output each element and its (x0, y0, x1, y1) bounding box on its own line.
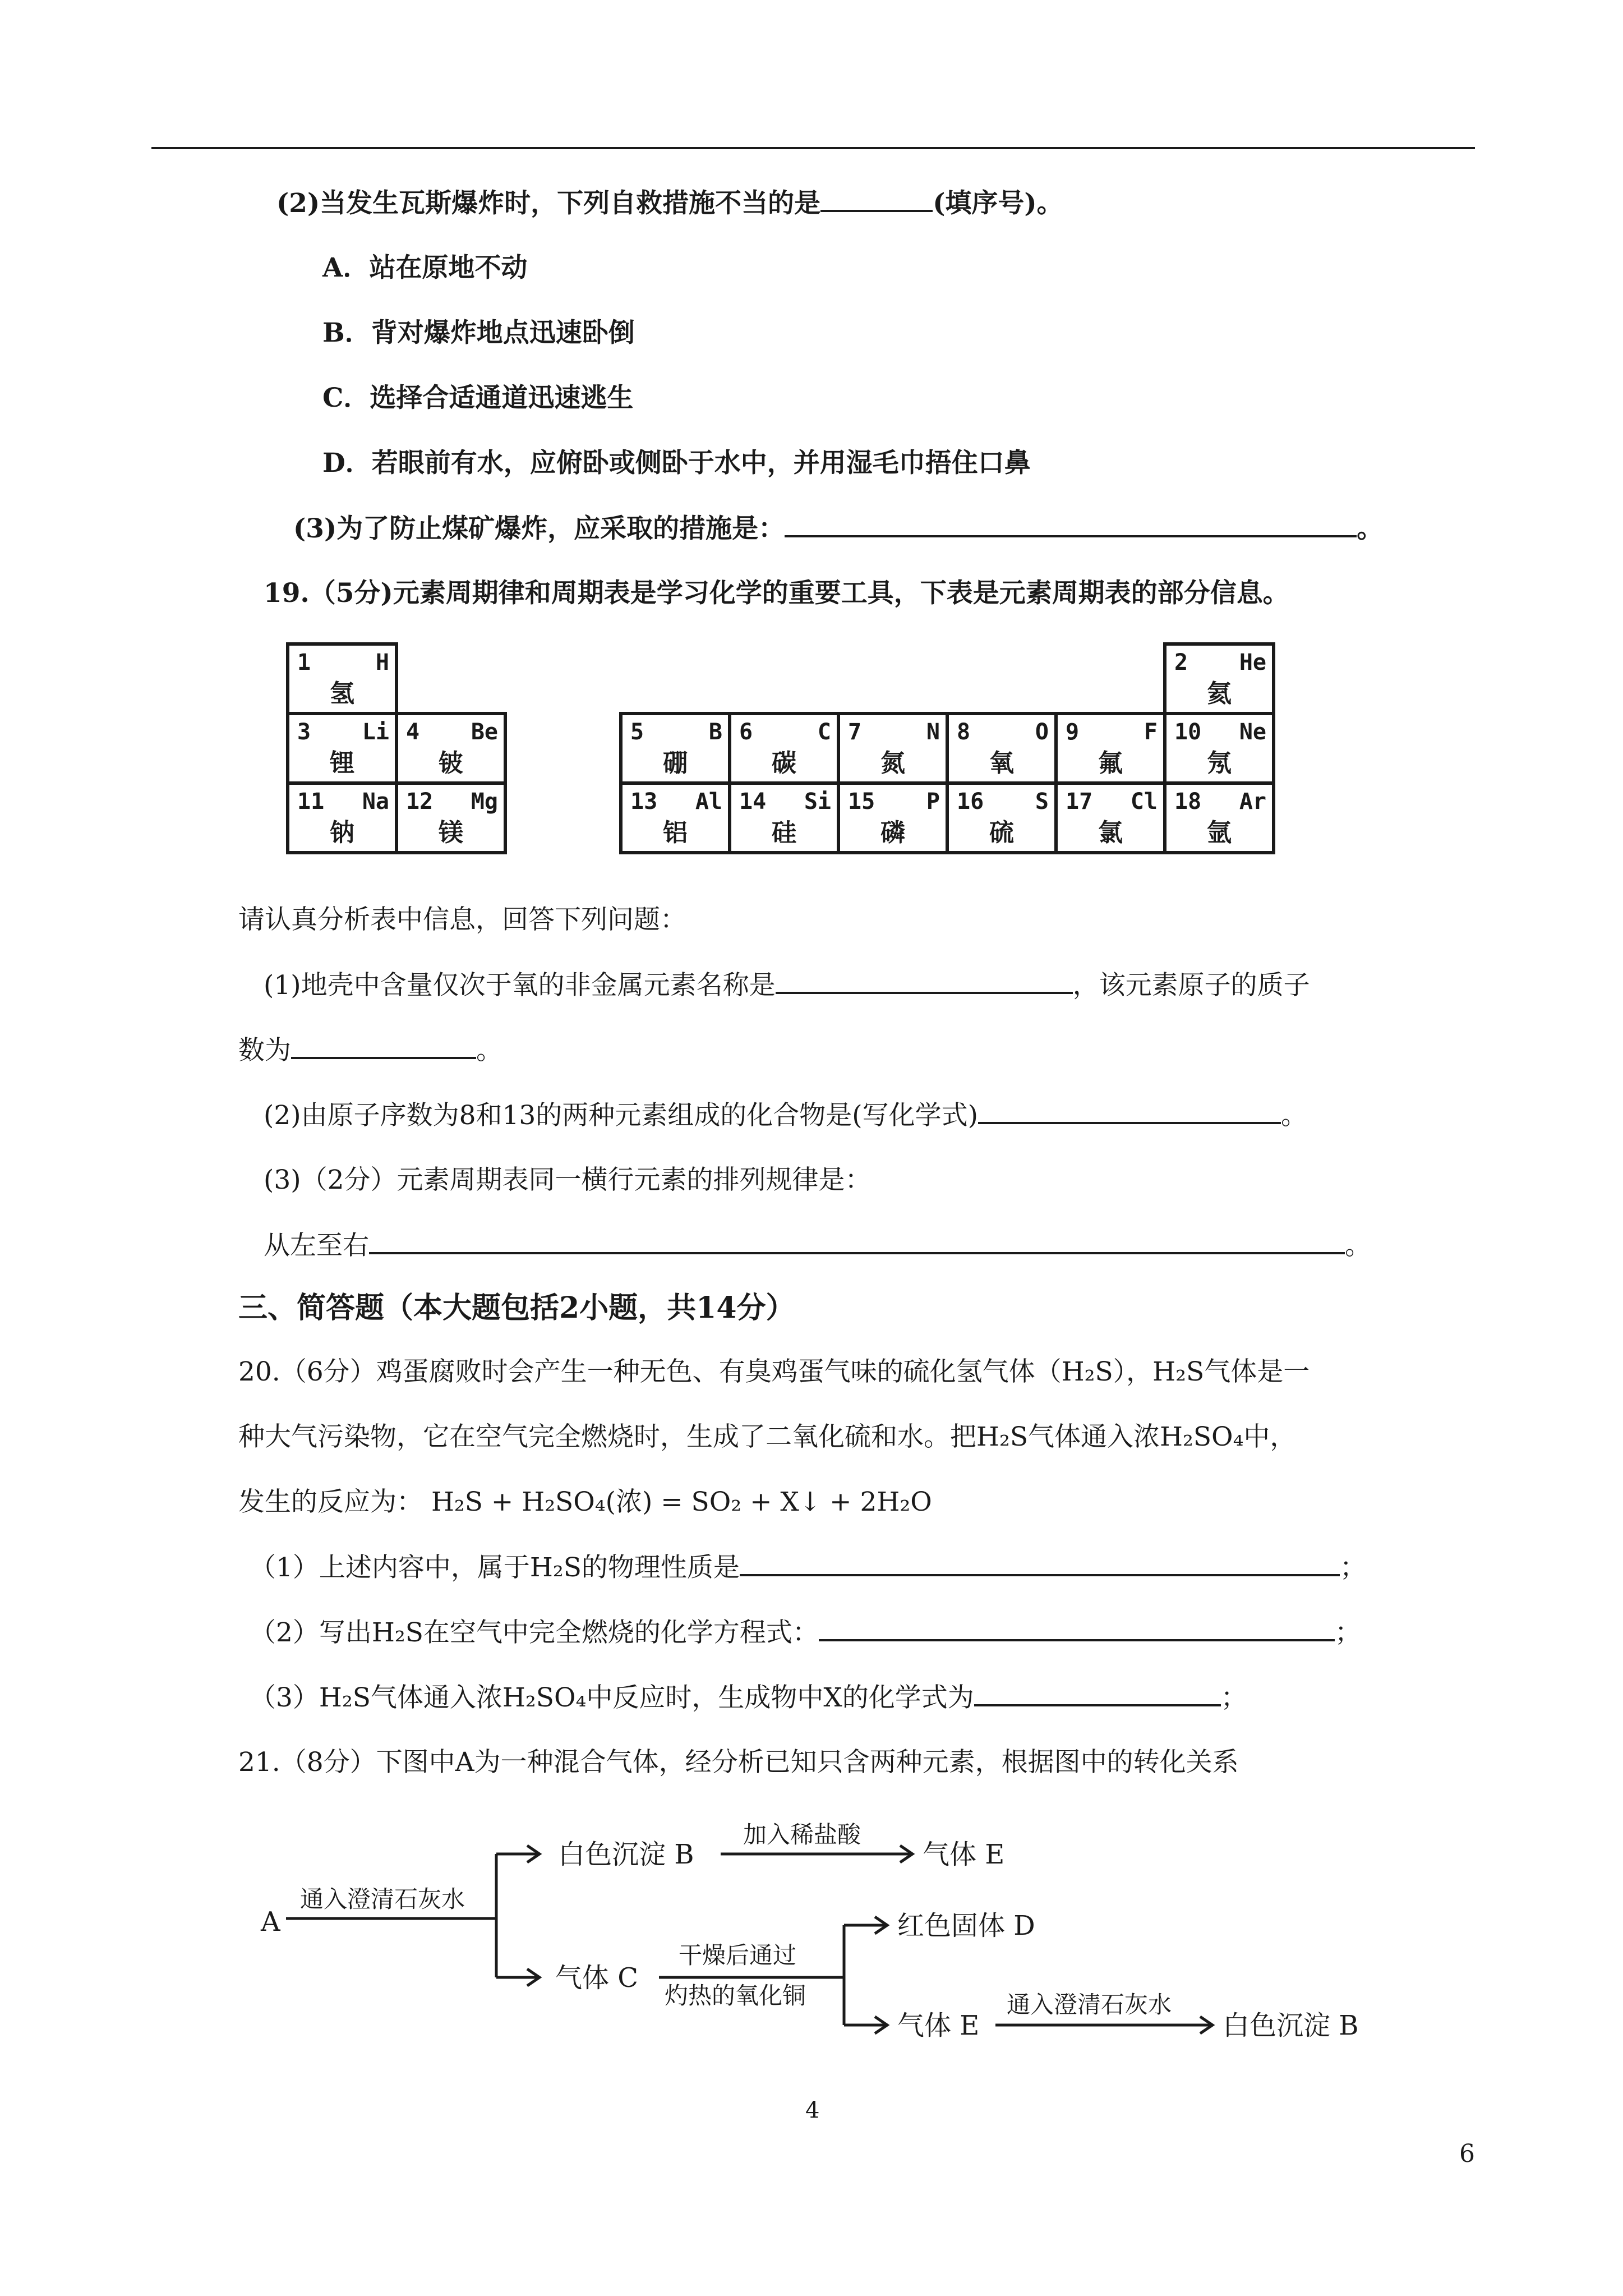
q19-intro: 请认真分析表中信息，回答下列问题： (238, 904, 686, 935)
q20-line3: 发生的反应为： H₂S + H₂SO₄(浓) = SO₂ + X↓ + 2H₂O (238, 1487, 932, 1517)
q18-option-b: B．背对爆炸地点迅速卧倒 (322, 318, 635, 348)
element-cell: 4 Be 铍 (396, 714, 505, 783)
element-cell: 6 C 碳 (730, 714, 838, 783)
q18-option-a: A．站在原地不动 (322, 252, 528, 283)
element-cell: 1 H 氢 (288, 644, 396, 714)
q20-part3: （3）H₂S气体通入浓H₂SO₄中反应时，生成物中X的化学式为 ； (250, 1680, 1247, 1716)
element-cell: 10 Ne 氖 (1165, 714, 1274, 783)
q20-line1: 20.（6分）鸡蛋腐败时会产生一种无色、有臭鸡蛋气味的硫化氢气体（H₂S），H₂S气体是一 (238, 1356, 1310, 1387)
element-cell: 5 B 硼 (621, 714, 730, 783)
element-cell: 18 Ar 氩 (1165, 783, 1274, 853)
diagram-node-e: 气体 E (897, 2010, 980, 2041)
q18-option-c: C．选择合适通道迅速逃生 (322, 383, 634, 413)
q20-part2: （2）写出H₂S在空气中完全燃烧的化学方程式： ； (250, 1614, 1361, 1651)
diagram-arrow-label: 加入稀盐酸 (743, 1821, 861, 1848)
diagram-node-d: 红色固体 D (897, 1910, 1035, 1941)
diagram-arrow-label: 通入澄清石灰水 (1007, 1991, 1172, 2018)
q18-part3: (3)为了防止煤矿爆炸，应采取的措施是： 。 (293, 510, 1383, 547)
q19-stem: 19.（5分)元素周期律和周期表是学习化学的重要工具，下表是元素周期表的部分信息。 (264, 578, 1289, 609)
element-cell: 2 He 氦 (1165, 644, 1274, 714)
page-number: 4 (805, 2097, 820, 2123)
element-cell: 16 S 硫 (947, 783, 1056, 853)
element-cell: 13 Al 铝 (621, 783, 730, 853)
q19-part1: (1)地壳中含量仅次于氧的非金属元素名称是 ，该元素原子的质子 (264, 967, 1310, 1004)
q19-part3: (3)（2分）元素周期表同一横行元素的排列规律是： (264, 1165, 872, 1195)
q19-part3-cont: 从左至右 。 (264, 1227, 1371, 1264)
diagram-node-c: 气体 C (555, 1962, 638, 1994)
diagram-arrow-label: 灼热的氧化铜 (665, 1982, 806, 2009)
periodic-table (286, 642, 1275, 854)
diagram-node-e: 气体 E (923, 1839, 1005, 1870)
element-cell: 15 P 磷 (838, 783, 947, 853)
element-cell: 17 Cl 氯 (1056, 783, 1165, 853)
section-title: 三、简答题（本大题包括2小题，共14分） (238, 1291, 795, 1325)
element-cell: 9 F 氟 (1056, 714, 1165, 783)
diagram-node-a: A (261, 1906, 280, 1938)
diagram-arrow-label: 通入澄清石灰水 (300, 1885, 465, 1913)
q20-line2: 种大气污染物，它在空气完全燃烧时，生成了二氧化硫和水。把H₂S气体通入浓H₂SO₄中， (238, 1421, 1297, 1452)
corner-number: 6 (1459, 2139, 1475, 2168)
element-cell: 8 O 氧 (947, 714, 1056, 783)
element-cell: 7 N 氮 (838, 714, 947, 783)
element-cell: 12 Mg 镁 (396, 783, 505, 853)
header-rule (151, 147, 1475, 149)
q18-option-d: D．若眼前有水，应俯卧或侧卧于水中，并用湿毛巾捂住口鼻 (322, 448, 1031, 478)
diagram-node-b: 白色沉淀 B (558, 1839, 694, 1870)
q21-stem: 21.（8分）下图中A为一种混合气体，经分析已知只含两种元素，根据图中的转化关系 (238, 1747, 1239, 1778)
element-cell: 14 Si 硅 (730, 783, 838, 853)
element-cell: 11 Na 钠 (288, 783, 396, 853)
element-cell: 3 Li 锂 (288, 714, 396, 783)
q18-part2: (2)当发生瓦斯爆炸时，下列自救措施不当的是 (填序号)。 (276, 185, 1063, 222)
q20-part1: （1）上述内容中，属于H₂S的物理性质是 ； (250, 1549, 1366, 1586)
q19-part1-cont: 数为 。 (238, 1032, 502, 1069)
diagram-arrow-label: 干燥后通过 (679, 1941, 797, 1969)
q19-part2: (2)由原子序数为8和13的两种元素组成的化合物是(写化学式) 。 (264, 1097, 1307, 1134)
diagram-node-b: 白色沉淀 B (1223, 2010, 1359, 2041)
